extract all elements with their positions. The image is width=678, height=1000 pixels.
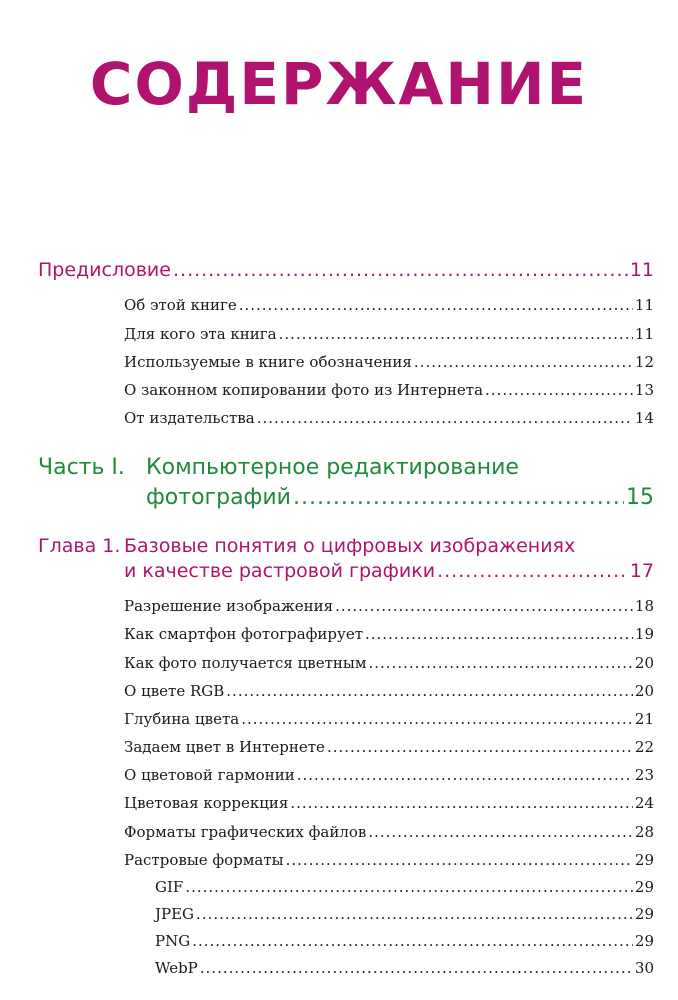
toc-label: Форматы графических файлов — [124, 823, 367, 841]
toc-leader — [226, 681, 633, 701]
toc-entry[interactable] — [124, 324, 654, 344]
toc-page: 12 — [634, 353, 654, 371]
toc-page: 29 — [634, 905, 654, 923]
toc-label: От издательства — [124, 409, 255, 427]
toc-leader — [293, 483, 624, 513]
toc-chapter-prefix: Глава 1. — [38, 535, 121, 557]
toc-leader — [173, 257, 628, 283]
toc-entry[interactable] — [124, 408, 654, 428]
toc-label: Растровые форматы — [124, 851, 284, 869]
toc-leader — [368, 822, 633, 842]
toc-leader — [192, 931, 633, 951]
toc-label: О цвете RGB — [124, 682, 225, 700]
toc-leader — [200, 958, 633, 978]
toc-leader — [327, 737, 633, 757]
toc-label: Об этой книге — [124, 296, 237, 314]
toc-label: Как фото получается цветным — [124, 654, 367, 672]
toc-label: Разрешение изображения — [124, 597, 334, 615]
toc-leader — [239, 295, 633, 315]
toc-entry[interactable] — [124, 295, 654, 315]
toc-page: 17 — [629, 560, 654, 582]
toc-page: 13 — [634, 381, 654, 399]
toc-subentry[interactable] — [155, 931, 654, 951]
toc-page: 30 — [634, 959, 654, 977]
toc-page: 21 — [634, 710, 654, 728]
toc-section-preface[interactable] — [38, 257, 654, 283]
toc-label: PNG — [155, 932, 191, 950]
page-title: СОДЕРЖАНИЕ — [89, 50, 589, 118]
toc-page: 18 — [634, 597, 654, 615]
toc-page: 20 — [634, 654, 654, 672]
toc-leader — [241, 709, 633, 729]
toc-entry[interactable] — [124, 765, 654, 785]
toc-page: 29 — [634, 851, 654, 869]
toc-entry[interactable] — [124, 737, 654, 757]
toc-chapter-title: Базовые понятия о цифровых изображениях — [124, 535, 576, 557]
toc-entry[interactable] — [124, 822, 654, 842]
toc-label: Цветовая коррекция — [124, 794, 289, 812]
toc-leader — [290, 793, 633, 813]
toc-page: 11 — [634, 325, 654, 343]
toc-subentry[interactable] — [155, 877, 654, 897]
toc-entry[interactable] — [124, 709, 654, 729]
toc-chapter-continuation[interactable] — [124, 558, 654, 584]
toc-leader — [485, 380, 633, 400]
toc-leader — [196, 904, 633, 924]
toc-label: фотографий — [146, 485, 291, 510]
toc-entry[interactable] — [124, 352, 654, 372]
toc-subentry[interactable] — [155, 958, 654, 978]
toc-label: WebP — [155, 959, 198, 977]
toc-leader — [286, 850, 633, 870]
toc-leader — [368, 653, 632, 673]
toc-page: 22 — [634, 738, 654, 756]
toc-label: Как смартфон фотографирует — [124, 625, 363, 643]
toc-label: О законном копировании фото из Интернета — [124, 381, 484, 399]
toc-entry[interactable] — [124, 596, 654, 616]
toc-page: 29 — [634, 932, 654, 950]
toc-leader — [185, 877, 633, 897]
toc-page: 20 — [634, 682, 654, 700]
toc-label: JPEG — [155, 905, 195, 923]
toc-entry[interactable] — [124, 653, 654, 673]
toc-subentry[interactable] — [155, 904, 654, 924]
toc-part-title: Компьютерное редактирование — [146, 455, 519, 480]
toc-chapter-heading[interactable] — [38, 533, 575, 559]
toc-leader — [257, 408, 633, 428]
toc-leader — [297, 765, 633, 785]
toc-part-continuation[interactable] — [146, 483, 654, 513]
toc-part-heading[interactable] — [38, 453, 519, 483]
toc-page: 28 — [634, 823, 654, 841]
toc-label: GIF — [155, 878, 184, 896]
toc-page: 29 — [634, 878, 654, 896]
toc-entry[interactable] — [124, 624, 654, 644]
toc-label: Глубина цвета — [124, 710, 240, 728]
toc-label: Для кого эта книга — [124, 325, 277, 343]
toc-page: 14 — [634, 409, 654, 427]
toc-leader — [437, 558, 628, 584]
toc-entry[interactable] — [124, 681, 654, 701]
toc-entry[interactable] — [124, 793, 654, 813]
toc-part-prefix: Часть I. — [38, 455, 125, 480]
toc-leader — [279, 324, 633, 344]
toc-entry[interactable] — [124, 380, 654, 400]
toc-page: 11 — [629, 259, 654, 281]
toc-label: и качестве растровой графики — [124, 560, 436, 582]
toc-page: 24 — [634, 794, 654, 812]
toc-leader — [365, 624, 633, 644]
toc-page: 15 — [626, 485, 654, 510]
toc-label: Задаем цвет в Интернете — [124, 738, 325, 756]
toc-label: Используемые в книге обозначения — [124, 353, 412, 371]
toc-label: Предисловие — [38, 259, 171, 281]
toc-page: 23 — [634, 766, 654, 784]
toc-page: 19 — [634, 625, 654, 643]
toc-leader — [414, 352, 633, 372]
toc-entry[interactable] — [124, 850, 654, 870]
toc-label: О цветовой гармонии — [124, 766, 295, 784]
toc-leader — [335, 596, 633, 616]
toc-page: 11 — [634, 296, 654, 314]
